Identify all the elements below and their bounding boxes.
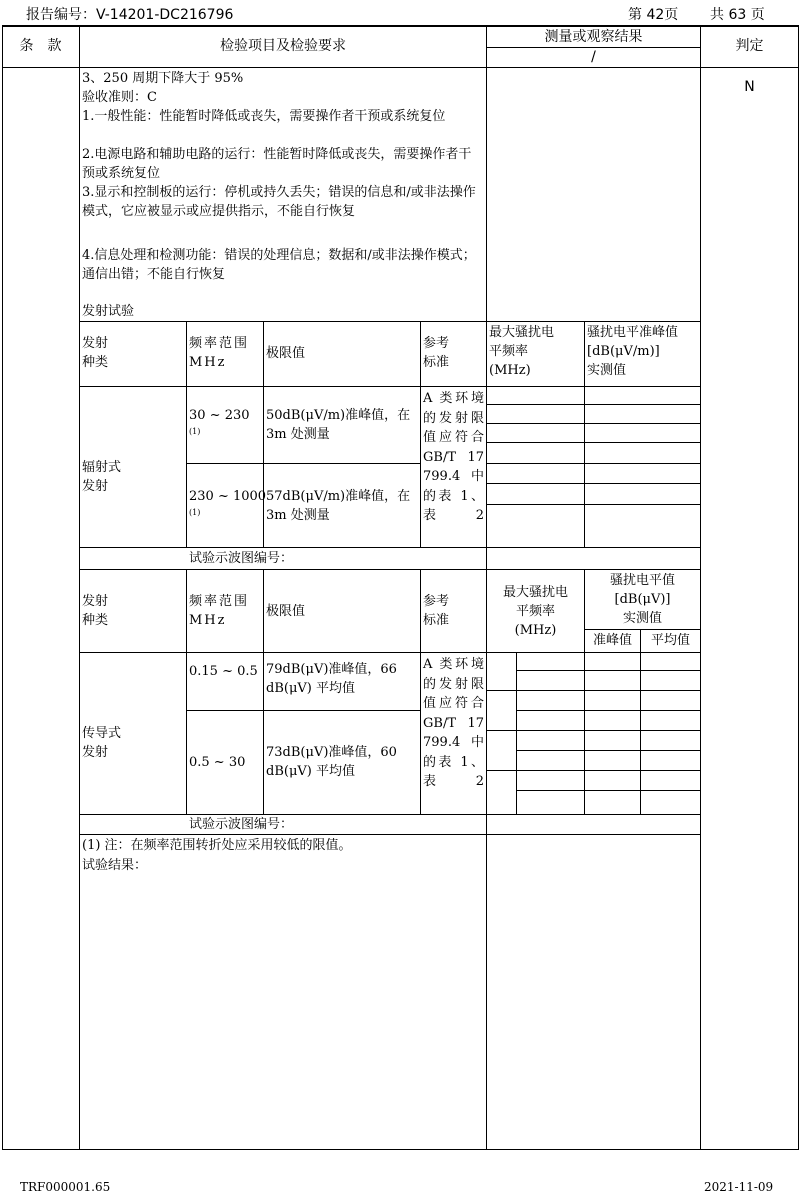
form-number: TRF000001.65 [20, 1180, 111, 1194]
conducted-header-reference: 参考 标准 [423, 594, 450, 628]
conducted-row2-limit: 73dB(μV)准峰值，60 dB(μV) 平均值 [266, 745, 397, 779]
conducted-row1-limit: 79dB(μV)准峰值，66 dB(μV) 平均值 [266, 662, 397, 696]
radiated-header-level: 骚扰电平准峰值 [dB(μV/m)] 实测值 [587, 325, 679, 378]
requirement-item-3: 3.显示和控制板的运行：停机或持久丢失；错误的信息和/或非法操作模式，它应被显示或应提供指示，不能自行恢复 [82, 185, 476, 219]
issue-date: 2021-11-09 [704, 1180, 774, 1194]
report-number: 报告编号：V-14201-DC216796 [26, 7, 234, 23]
conducted-reference: A 类环境的发射限值应符合 GB/T 17799.4 中的表 1、表 2 [423, 657, 484, 789]
conducted-header-level: 骚扰电平值 [dB(μV)] 实测值 [609, 573, 675, 626]
radiated-header-max-frequency: 最大骚扰电 平频率 (MHz) [489, 325, 555, 378]
conducted-row2-frequency: 0.5 ~ 30 [189, 755, 246, 770]
conducted-waveform-label: 试验示波图编号： [189, 817, 294, 832]
column-header-result: 测量或观察结果 [544, 29, 643, 45]
radiated-row2-note: (1) [189, 508, 201, 517]
column-header-clause: 条 款 [19, 38, 62, 54]
radiated-header-reference: 参考 标准 [423, 336, 450, 370]
conducted-type-label: 传导式 发射 [82, 726, 122, 760]
conducted-header-type: 发射 种类 [82, 594, 109, 628]
test-result-label: 试验结果： [82, 858, 148, 873]
radiated-header-frequency: 频率范围 MHz [189, 336, 250, 370]
requirement-line-2: 验收准则：C [82, 90, 157, 105]
page-number: 第 42页 [628, 7, 679, 23]
conducted-header-quasi-peak: 准峰值 [592, 633, 632, 648]
radiated-header-limit: 极限值 [266, 346, 306, 361]
radiated-type-label: 辐射式 发射 [82, 460, 122, 494]
radiated-row1-frequency: 30 ~ 230 [189, 408, 250, 423]
column-header-verdict: 判定 [735, 38, 764, 54]
column-header-item: 检验项目及检验要求 [220, 38, 346, 54]
verdict-value: N [744, 79, 755, 95]
page-total: 共 63 页 [710, 7, 765, 23]
requirement-item-2: 2.电源电路和辅助电路的运行：性能暂时降低或丧失，需要操作者干预或系统复位 [82, 147, 472, 181]
conducted-row1-frequency: 0.15 ~ 0.5 [189, 664, 258, 679]
radiated-row1-note: (1) [189, 427, 201, 436]
radiated-waveform-label: 试验示波图编号： [189, 551, 294, 566]
radiated-header-type: 发射 种类 [82, 336, 109, 370]
requirement-item-4: 4.信息处理和检测功能：错误的处理信息；数据和/或非法操作模式；通信出错；不能自行恢复 [82, 248, 476, 282]
requirement-line-1: 3、250 周期下降大于 95% [82, 71, 244, 86]
conducted-header-average: 平均值 [650, 633, 690, 648]
radiated-row2-limit: 57dB(μV/m)准峰值，在 3m 处测量 [266, 489, 411, 523]
column-header-result-sub: / [591, 49, 596, 65]
conducted-header-max-frequency: 最大骚扰电 平频率 (MHz) [502, 585, 568, 638]
radiated-row2-frequency: 230 ~ 1000 [189, 489, 267, 504]
requirement-item-1: 1.一般性能：性能暂时降低或丧失，需要操作者干预或系统复位 [82, 109, 446, 124]
frequency-transition-note: (1) 注：在频率范围转折处应采用较低的限值。 [82, 838, 352, 853]
conducted-header-limit: 极限值 [266, 604, 306, 619]
emission-test-title: 发射试验 [82, 304, 135, 319]
radiated-reference: A 类环境的发射限值应符合 GB/T 17799.4 中的表 1、表 2 [423, 391, 484, 523]
conducted-header-frequency: 频率范围 MHz [189, 594, 250, 628]
radiated-row1-limit: 50dB(μV/m)准峰值，在 3m 处测量 [266, 408, 411, 442]
